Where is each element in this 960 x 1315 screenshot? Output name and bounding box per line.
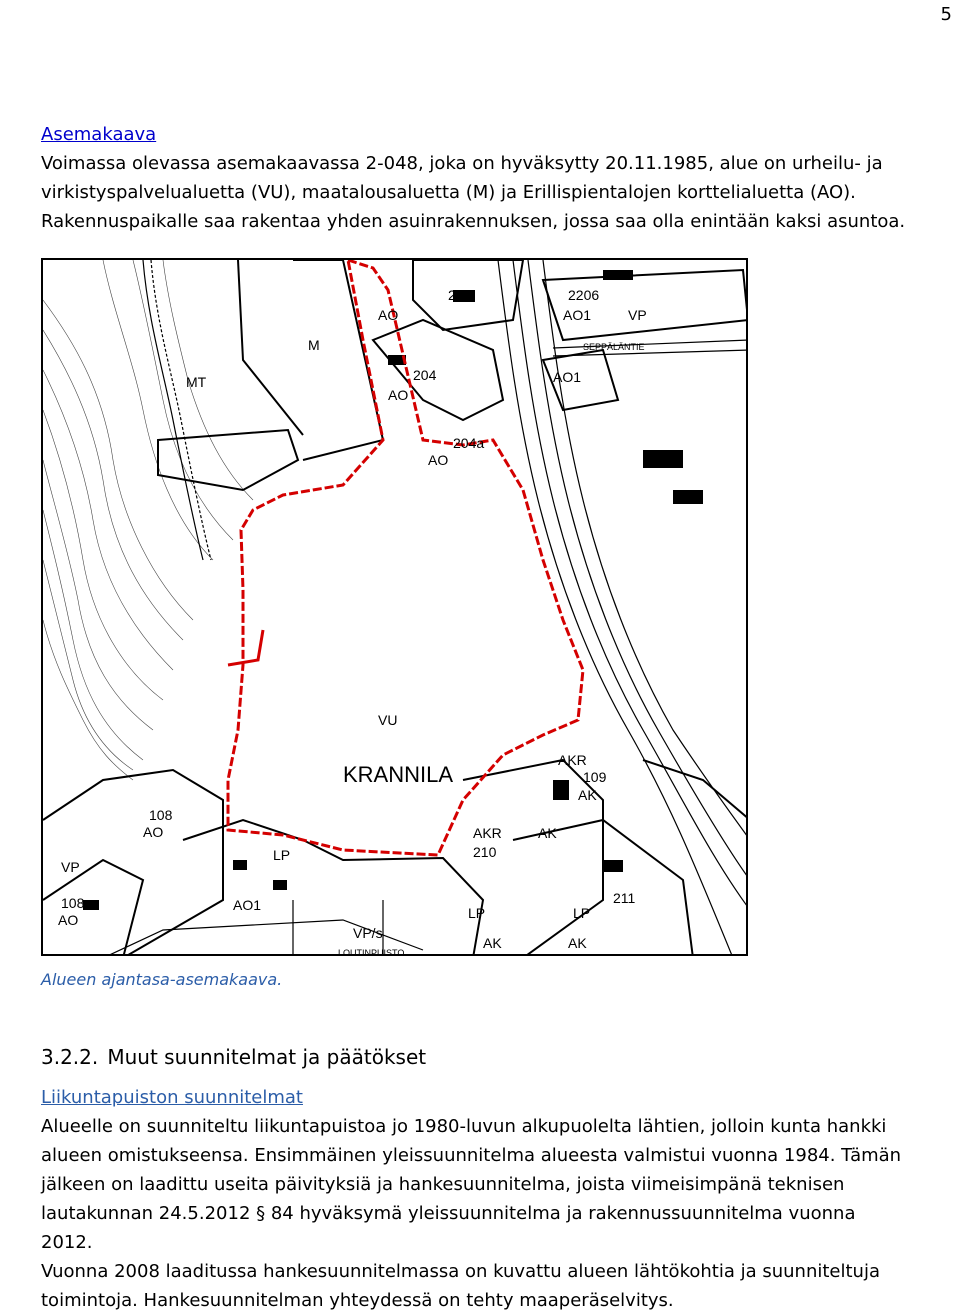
paragraph-line: 2012.: [41, 1232, 93, 1253]
label-block-204a: 204a: [453, 435, 485, 451]
section-heading: [41, 1045, 426, 1069]
label-ao: AO: [58, 912, 79, 928]
contour-lines: [43, 260, 253, 780]
map-labels: [58, 287, 647, 956]
label-vp: VP: [61, 859, 80, 875]
label-ao1: AO1: [553, 369, 582, 385]
label-vps: VP/s: [353, 925, 383, 941]
paragraph-line: virkistyspalvelualuetta (VU), maatalousaluetta (M) ja Erillispientalojen korttelialuetta (AO).: [41, 182, 856, 203]
label-ao: AO: [143, 824, 164, 840]
label-vp: VP: [628, 307, 647, 323]
label-block-204: 204: [413, 367, 437, 383]
label-block-2206: 2206: [568, 287, 600, 303]
zoning-map: [41, 258, 748, 956]
section-number: 3.2.2.: [41, 1045, 99, 1069]
label-ao1: AO1: [563, 307, 592, 323]
label-akr: AKR: [473, 825, 502, 841]
label-block-108: 108: [149, 807, 173, 823]
section-heading-title: Muut suunnitelmat ja päätökset: [107, 1045, 427, 1069]
label-ao1: AO1: [233, 897, 262, 913]
paragraph-line: lautakunnan 24.5.2012 § 84 hyväksymä yleissuunnitelma ja rakennussuunnitelma vuonna: [41, 1203, 856, 1224]
label-block-210: 210: [473, 844, 497, 860]
paragraph-line: Vuonna 2008 laaditussa hankesuunnitelmassa on kuvattu alueen lähtökohtia ja suunniteltuja: [41, 1261, 880, 1282]
zoning-plan-section: [41, 120, 951, 236]
map-caption: Alueen ajantasa-asemakaava.: [41, 970, 283, 989]
hill-hatch: [143, 260, 211, 560]
paragraph-line: alueen omistukseensa. Ensimmäinen yleissuunnitelma alueesta valmistui vuonna 1984. Tämän: [41, 1145, 902, 1166]
label-block-109: 109: [583, 769, 607, 785]
label-lp: LP: [468, 905, 486, 921]
label-ak: AK: [483, 935, 502, 951]
label-m: M: [308, 337, 320, 353]
label-lp: LP: [573, 905, 591, 921]
label-block-209: 209: [448, 287, 472, 303]
paragraph-line: Alueelle on suunniteltu liikuntapuistoa jo 1980-luvun alkupuolelta lähtien, jolloin kunta hankki: [41, 1116, 887, 1137]
paragraph-line: Voimassa olevassa asemakaavassa 2-048, joka on hyväksytty 20.11.1985, alue on urheilu- ja: [41, 153, 883, 174]
label-ao: AO: [378, 307, 399, 323]
map-drawing: [43, 260, 748, 956]
study-area-boundary-notch: [228, 630, 263, 665]
label-ak: AK: [538, 825, 557, 841]
label-mt: MT: [186, 374, 207, 390]
label-ak: AK: [578, 787, 597, 803]
label-loutinpuisto: LOUTINPUISTO: [338, 948, 405, 958]
page-number: 5: [940, 4, 952, 25]
subsection-title[interactable]: Liikuntapuiston suunnitelmat: [41, 1087, 303, 1108]
label-ao: AO: [428, 452, 449, 468]
paragraph-line: jälkeen on laadittu useita päivityksiä ja hankesuunnitelma, joista viimeisimpänä teknisen: [41, 1174, 845, 1195]
label-block-211: 211: [613, 890, 636, 906]
paragraph-line: Rakennuspaikalle saa rakentaa yhden asuinrakennuksen, jossa saa olla enintään kaksi asuntoa.: [41, 211, 906, 232]
label-seppalantie: SEPPÄLÄNTIE: [583, 342, 645, 352]
label-ao: AO: [388, 387, 409, 403]
section-title[interactable]: Asemakaava: [41, 124, 157, 145]
label-lp: LP: [273, 847, 291, 863]
road-lines: [103, 260, 748, 956]
label-block-108b: 108: [61, 895, 85, 911]
other-plans-section: [41, 1083, 956, 1315]
label-krannila: KRANNILA: [343, 762, 454, 787]
paragraph-line: toimintoja. Hankesuunnitelman yhteydessä on tehty maaperäselvitys.: [41, 1290, 674, 1311]
label-vu: VU: [378, 712, 398, 728]
label-ak: AK: [568, 935, 587, 951]
label-akr: AKR: [558, 752, 587, 768]
